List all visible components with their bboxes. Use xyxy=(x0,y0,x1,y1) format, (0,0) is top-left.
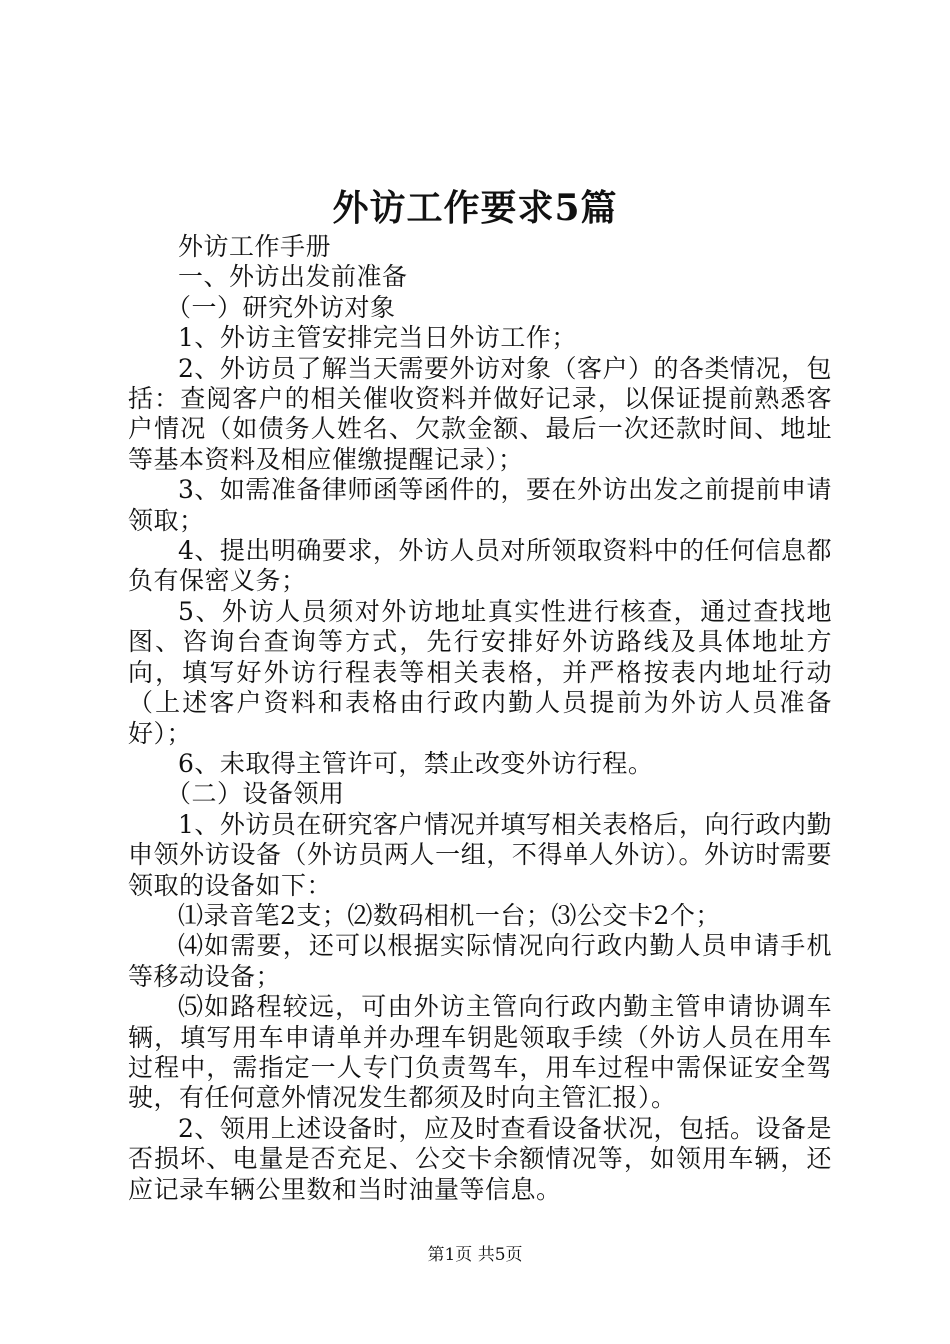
paragraph: 1、外访主管安排完当日外访工作； xyxy=(178,323,577,353)
paragraph: ⑷如需要，还可以根据实际情况向行政内勤人员申请手机等移动设备； xyxy=(128,931,832,991)
paragraph: 2、外访员了解当天需要外访对象（客户）的各类情况，包括：查阅客户的相关催收资料并做好记录，以保证提前熟悉客户情况（如债务人姓名、欠款金额、最后一次还款时间、地址等基本资料及相应催缴提醒记录）； xyxy=(128,353,832,474)
paragraph-manual-heading: 外访工作手册 xyxy=(178,232,332,261)
paragraph: 2、领用上述设备时，应及时查看设备状况，包括。设备是否损坏、电量是否充足、公交卡余额情况等，如领用车辆，还应记录车辆公里数和当时油量等信息。 xyxy=(128,1113,832,1204)
paragraph: 4、提出明确要求，外访人员对所领取资料中的任何信息都负有保密义务； xyxy=(128,536,832,596)
paragraph: ⑴录音笔2支；⑵数码相机一台；⑶公交卡2个； xyxy=(178,900,721,930)
paragraph: ⑸如路程较远，可由外访主管向行政内勤主管申请协调车辆，填写用车申请单并办理车钥匙领取手续（外访人员在用车过程中，需指定一人专门负责驾车，用车过程中需保证安全驾驶，有任何意外情况发生都须及时向主管汇报）。 xyxy=(128,992,832,1113)
paragraph: 6、未取得主管许可，禁止改变外访行程。 xyxy=(178,748,654,778)
document-title: 外访工作要求5篇 xyxy=(332,187,618,229)
paragraph: 1、外访员在研究客户情况并填写相关表格后，向行政内勤申领外访设备（外访员两人一组，不得单人外访）。外访时需要领取的设备如下： xyxy=(128,809,832,900)
paragraph-subsection-heading: （二）设备领用 xyxy=(166,779,345,809)
paragraph: 3、如需准备律师函等函件的，要在外访出发之前提前申请领取； xyxy=(128,475,832,535)
document-body xyxy=(128,232,832,1205)
page-number-footer: 第1页 共5页 xyxy=(427,1245,523,1265)
paragraph-section-heading: 一、外访出发前准备 xyxy=(178,262,408,292)
paragraph: 5、外访人员须对外访地址真实性进行核查，通过查找地图、咨询台查询等方式，先行安排好外访路线及具体地址方向，填写好外访行程表等相关表格，并严格按表内地址行动（上述客户资料和表格由行政内勤人员提前为外访人员准备好）； xyxy=(128,596,832,748)
paragraph-subsection-heading: （一）研究外访对象 xyxy=(166,292,396,322)
